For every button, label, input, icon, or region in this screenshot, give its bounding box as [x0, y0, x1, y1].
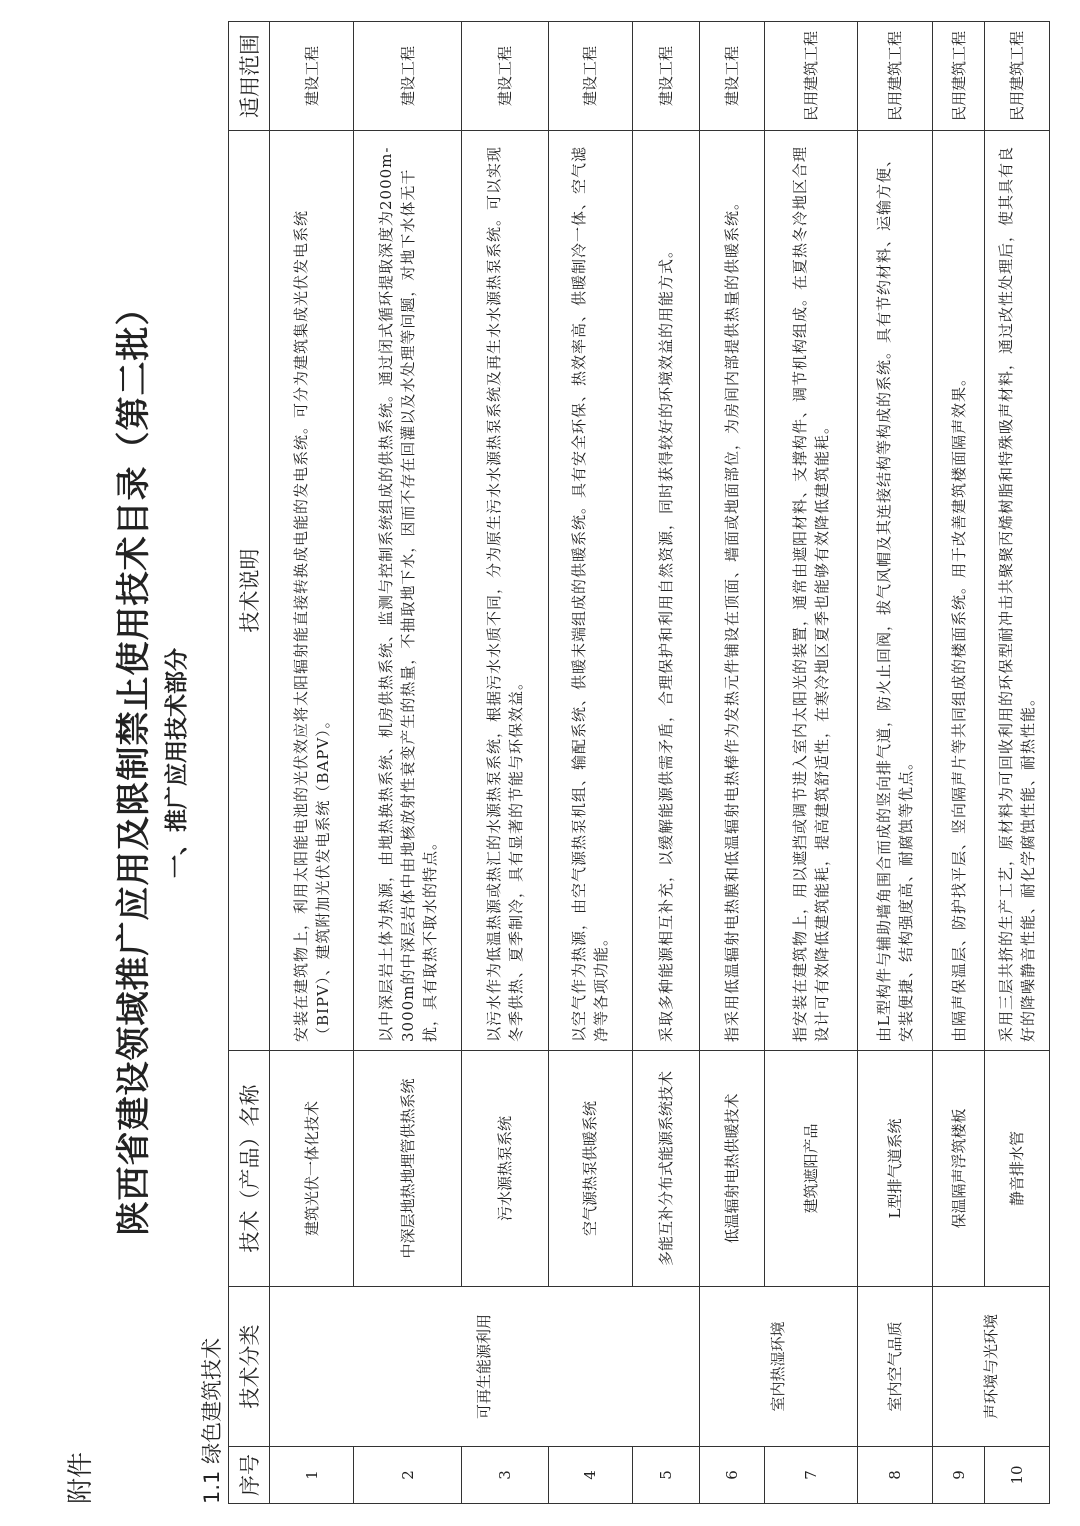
- row-no: 5: [632, 1447, 699, 1504]
- attachment-label: 附件: [66, 1451, 96, 1504]
- row-scope: 建设工程: [462, 22, 548, 131]
- row-no: 1: [270, 1447, 354, 1504]
- row-name: 中深层地热地埋管供热系统: [354, 1051, 462, 1287]
- row-scope: 建设工程: [354, 22, 462, 131]
- row-description: 以空气作为热源，由空气源热泵机组、输配系统、供暖末端组成的供暖系统。具有安全环保、热效率高、供暖制冷一体、空气滤净等各项功能。: [548, 131, 632, 1051]
- row-description: 指采用低温辐射电热膜和低温辐射电热棒作为发热元件铺设在顶面、墙面或地面部位，为房间内部提供热量的供暖系统。: [699, 131, 764, 1051]
- row-scope: 民用建筑工程: [764, 22, 857, 131]
- table-header-row: [229, 22, 270, 1504]
- table-row: [548, 22, 632, 1504]
- row-no: 10: [985, 1447, 1050, 1504]
- part-title: 一、推广应用技术部分: [164, 648, 190, 878]
- row-name: 污水源热泵系统: [462, 1051, 548, 1287]
- category-cell: 可再生能源利用: [270, 1287, 700, 1447]
- row-description: 安装在建筑物上，利用太阳能电池的光伏效应将太阳辐射能直接转换成电能的发电系统。可分为建筑集成光伏发电系统（BIPV）、建筑附加光伏发电系统（BAPV）。: [270, 131, 354, 1051]
- row-scope: 民用建筑工程: [857, 22, 933, 131]
- row-name: L型排气道系统: [857, 1051, 933, 1287]
- row-description: 由隔声保温层、防护找平层、竖向隔声片等共同组成的楼面系统。用于改善建筑楼面隔声效果。: [933, 131, 985, 1051]
- row-description: 采用三层共挤的生产工艺，原材料为可回收利用的环保型耐冲击共聚聚丙烯树脂和特殊吸声材料，通过改性处理后，使其具有良好的降噪静音性能、耐化学腐蚀性能、耐热性能。: [985, 131, 1050, 1051]
- row-scope: 建设工程: [270, 22, 354, 131]
- row-name: 静音排水管: [985, 1051, 1050, 1287]
- table-row: [270, 22, 354, 1504]
- row-no: 3: [462, 1447, 548, 1504]
- category-cell: 室内热湿环境: [699, 1287, 857, 1447]
- subsection-title: 1.1 绿色建筑技术: [200, 1337, 224, 1504]
- technology-table: [228, 21, 1050, 1504]
- table-row: [699, 22, 764, 1504]
- document-title: 陕西省建设领域推广应用及限制禁止使用技术目录（第二批）: [114, 290, 154, 1236]
- row-name: 保温隔声浮筑楼板: [933, 1051, 985, 1287]
- table-row: [764, 22, 857, 1504]
- row-scope: 建设工程: [548, 22, 632, 131]
- row-no: 4: [548, 1447, 632, 1504]
- row-scope: 民用建筑工程: [933, 22, 985, 131]
- row-no: 2: [354, 1447, 462, 1504]
- header-name: 技术（产品）名称: [229, 1051, 270, 1287]
- row-name: 低温辐射电热供暖技术: [699, 1051, 764, 1287]
- table-row: [933, 22, 985, 1504]
- table-row: [985, 22, 1050, 1504]
- row-no: 8: [857, 1447, 933, 1504]
- header-scope: 适用范围: [229, 22, 270, 131]
- row-name: 建筑光伏一体化技术: [270, 1051, 354, 1287]
- row-no: 6: [699, 1447, 764, 1504]
- row-description: 以中深层岩土体为热源，由地热换热系统、机房供热系统、监测与控制系统组成的供热系统。通过闭式循环提取深度为2000m-3000m的中深层岩体中由地核放射性衰变产生的热量，不抽取地下水，因而不存在回灌以及水处理等问题，对地下水体无干扰，具有取热不取水的特点。: [354, 131, 462, 1051]
- table-row: [632, 22, 699, 1504]
- header-no: 序号: [229, 1447, 270, 1504]
- row-description: 以污水作为低温热源或热汇的水源热泵系统，根据污水水质不同，分为原生污水水源热泵系统及再生水水源热泵系统。可以实现冬季供热、夏季制冷，具有显著的节能与环保效益。: [462, 131, 548, 1051]
- header-category: 技术分类: [229, 1287, 270, 1447]
- row-scope: 建设工程: [632, 22, 699, 131]
- row-no: 7: [764, 1447, 857, 1504]
- row-description: 指安装在建筑物上，用以遮挡或调节进入室内太阳光的装置，通常由遮阳材料、支撑构件、调节机构组成。在夏热冬冷地区合理设计可有效降低建筑能耗，提高建筑舒适性，在寒冷地区夏季也能够有效降低建筑能耗。: [764, 131, 857, 1051]
- table-row: [354, 22, 462, 1504]
- row-scope: 民用建筑工程: [985, 22, 1050, 131]
- row-name: 多能互补分布式能源系统技术: [632, 1051, 699, 1287]
- category-cell: 声环境与光环境: [933, 1287, 1050, 1447]
- header-description: 技术说明: [229, 131, 270, 1051]
- row-name: 空气源热泵供暖系统: [548, 1051, 632, 1287]
- row-no: 9: [933, 1447, 985, 1504]
- table-row: [857, 22, 933, 1504]
- table-row: [462, 22, 548, 1504]
- row-name: 建筑遮阳产品: [764, 1051, 857, 1287]
- row-scope: 建设工程: [699, 22, 764, 131]
- row-description: 采取多种能源相互补充，以缓解能源供需矛盾，合理保护和利用自然资源，同时获得较好的环境效益的用能方式。: [632, 131, 699, 1051]
- category-cell: 室内空气品质: [857, 1287, 933, 1447]
- row-description: 由L型构件与辅助墙角围合而成的竖向排气道，防火止回阀，拔气风帽及其连接结构等构成的系统。具有节约材料、运输方便、安装便捷、结构强度高、耐腐蚀等优点。: [857, 131, 933, 1051]
